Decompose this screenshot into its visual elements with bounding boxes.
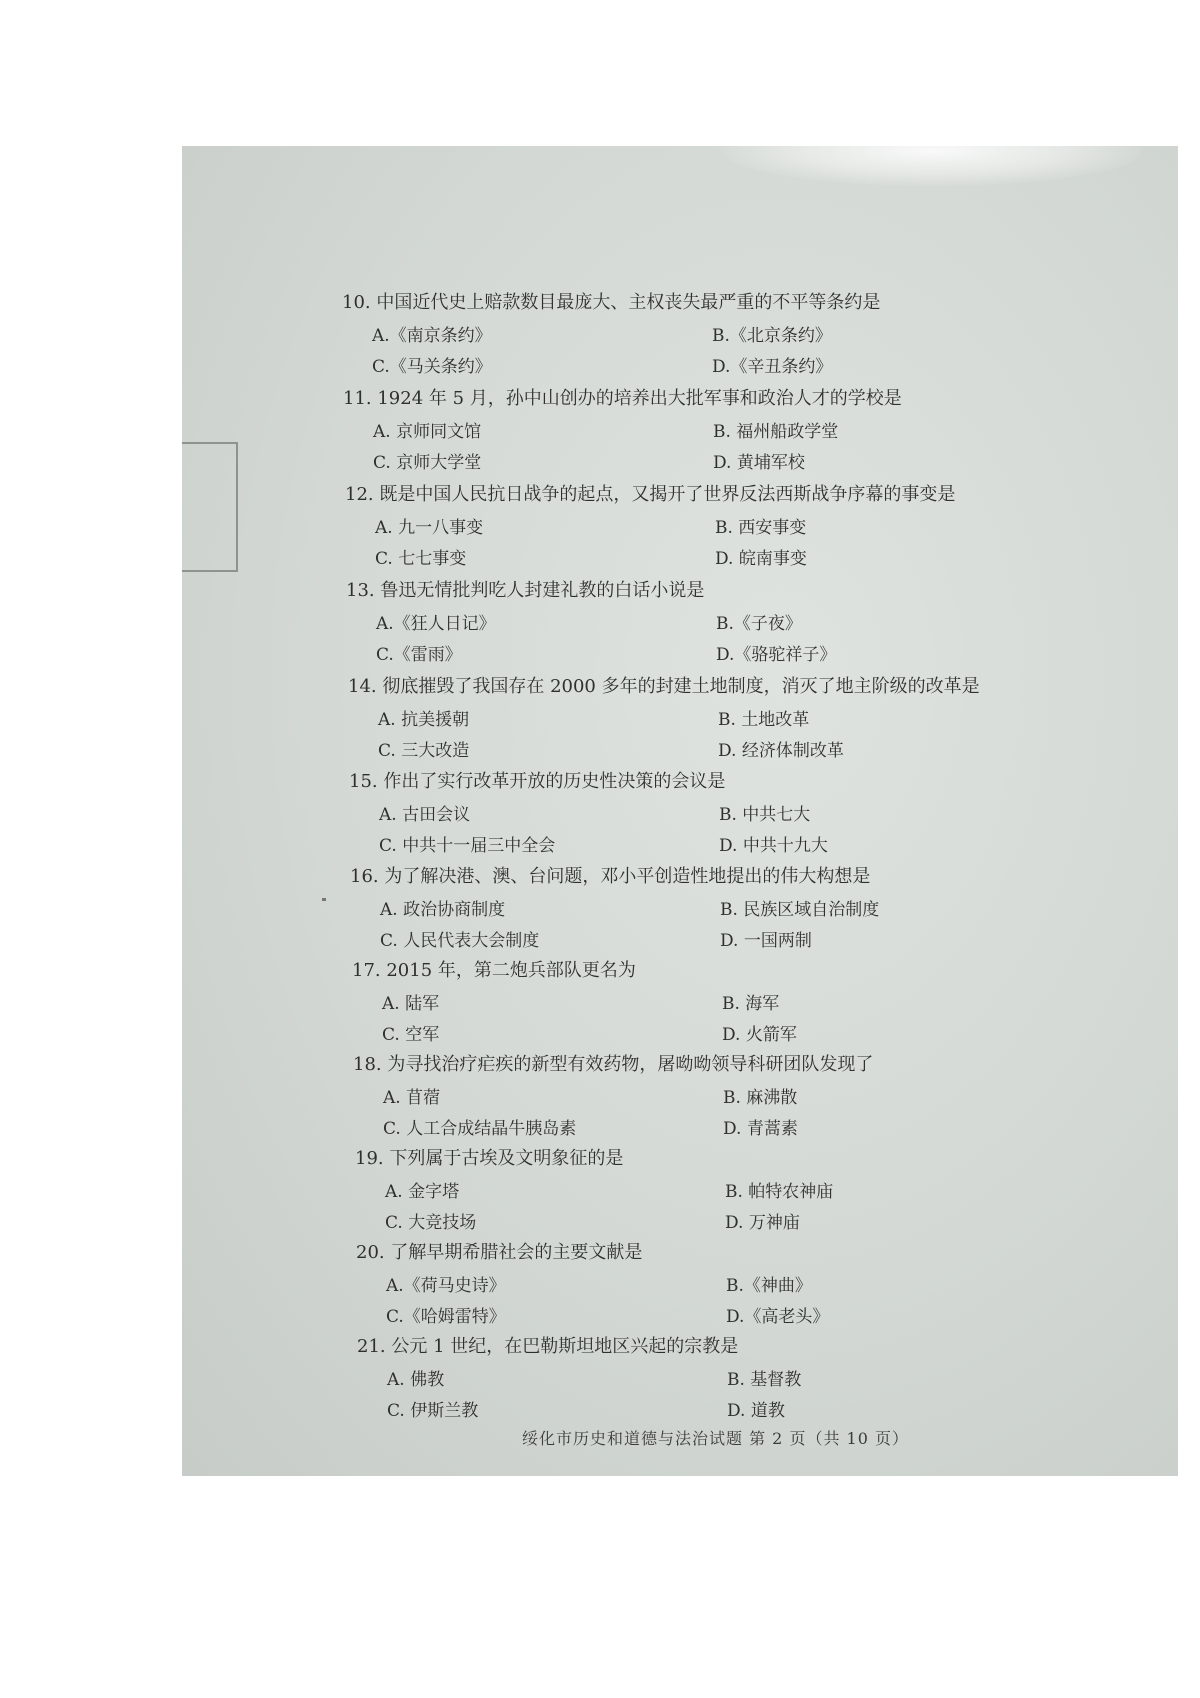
answer-option: A. 九一八事变 <box>375 518 484 538</box>
answer-option: D. 黄埔军校 <box>713 453 805 473</box>
answer-option: A. 佛教 <box>387 1370 445 1390</box>
question-stem: 16. 为了解决港、澳、台问题，邓小平创造性地提出的伟大构想是 <box>350 866 871 887</box>
question-stem: 19. 下列属于古埃及文明象征的是 <box>355 1148 624 1169</box>
answer-option: A. 抗美援朝 <box>378 710 470 730</box>
answer-option: C.《雷雨》 <box>376 645 462 665</box>
answer-option: B. 帕特农神庙 <box>725 1182 834 1202</box>
answer-option: A.《南京条约》 <box>372 326 492 346</box>
question-stem: 18. 为寻找治疗疟疾的新型有效药物，屠呦呦领导科研团队发现了 <box>353 1054 874 1075</box>
question-stem: 15. 作出了实行改革开放的历史性决策的会议是 <box>349 771 726 792</box>
answer-option: A. 政治协商制度 <box>380 900 506 920</box>
answer-option: D.《高老头》 <box>726 1307 830 1327</box>
dust-speck <box>322 898 326 901</box>
answer-option: C. 中共十一届三中全会 <box>379 836 556 856</box>
answer-option: C. 七七事变 <box>375 549 467 569</box>
answer-option: C. 京师大学堂 <box>373 453 482 473</box>
answer-option: B.《北京条约》 <box>712 326 832 346</box>
answer-option: D. 道教 <box>727 1401 785 1421</box>
answer-option: B. 基督教 <box>727 1370 802 1390</box>
answer-option: A. 古田会议 <box>379 805 471 825</box>
answer-option: B.《子夜》 <box>716 614 802 634</box>
exam-page-photo <box>182 146 1178 1476</box>
answer-option: D. 火箭军 <box>722 1025 797 1045</box>
question-stem: 12. 既是中国人民抗日战争的起点，又揭开了世界反法西斯战争序幕的事变是 <box>345 484 956 505</box>
answer-option: B. 土地改革 <box>718 710 810 730</box>
answer-option: C. 空军 <box>382 1025 440 1045</box>
answer-option: D. 万神庙 <box>725 1213 800 1233</box>
question-stem: 10. 中国近代史上赔款数目最庞大、主权丧失最严重的不平等条约是 <box>342 292 881 313</box>
answer-option: D. 皖南事变 <box>715 549 807 569</box>
answer-option: A. 苜蓿 <box>383 1088 441 1108</box>
question-stem: 21. 公元 1 世纪，在巴勒斯坦地区兴起的宗教是 <box>357 1336 739 1357</box>
answer-option: C. 人工合成结晶牛胰岛素 <box>383 1119 577 1139</box>
answer-option: A. 陆军 <box>382 994 440 1014</box>
answer-option: D. 青蒿素 <box>723 1119 798 1139</box>
answer-option: B. 麻沸散 <box>723 1088 798 1108</box>
question-stem: 20. 了解早期希腊社会的主要文献是 <box>356 1242 643 1263</box>
answer-option: B. 福州船政学堂 <box>713 422 839 442</box>
answer-option: D.《辛丑条约》 <box>712 357 833 377</box>
question-stem: 11. 1924 年 5 月，孙中山创办的培养出大批军事和政治人才的学校是 <box>343 388 902 409</box>
question-stem: 14. 彻底摧毁了我国存在 2000 多年的封建土地制度，消灭了地主阶级的改革是 <box>348 676 980 697</box>
answer-option: C. 大竞技场 <box>385 1213 477 1233</box>
answer-option: B. 海军 <box>722 994 780 1014</box>
score-box <box>182 442 238 572</box>
answer-option: B. 西安事变 <box>715 518 807 538</box>
answer-option: A.《狂人日记》 <box>376 614 496 634</box>
answer-option: A.《荷马史诗》 <box>386 1276 506 1296</box>
answer-option: D. 中共十九大 <box>719 836 828 856</box>
answer-option: C. 伊斯兰教 <box>387 1401 479 1421</box>
answer-option: C. 人民代表大会制度 <box>380 931 540 951</box>
page-footer: 绥化市历史和道德与法治试题 第 2 页（共 10 页） <box>522 1429 909 1448</box>
answer-option: C.《哈姆雷特》 <box>386 1307 506 1327</box>
answer-option: D. 一国两制 <box>720 931 812 951</box>
light-glare <box>722 146 1142 186</box>
answer-option: C. 三大改造 <box>378 741 470 761</box>
answer-option: B. 民族区域自治制度 <box>720 900 880 920</box>
answer-option: B. 中共七大 <box>719 805 811 825</box>
answer-option: A. 京师同文馆 <box>373 422 482 442</box>
answer-option: A. 金字塔 <box>385 1182 460 1202</box>
answer-option: D.《骆驼祥子》 <box>716 645 837 665</box>
question-stem: 13. 鲁迅无情批判吃人封建礼教的白话小说是 <box>346 580 705 601</box>
answer-option: D. 经济体制改革 <box>718 741 844 761</box>
answer-option: B.《神曲》 <box>726 1276 812 1296</box>
answer-option: C.《马关条约》 <box>372 357 492 377</box>
question-stem: 17. 2015 年，第二炮兵部队更名为 <box>352 960 636 981</box>
